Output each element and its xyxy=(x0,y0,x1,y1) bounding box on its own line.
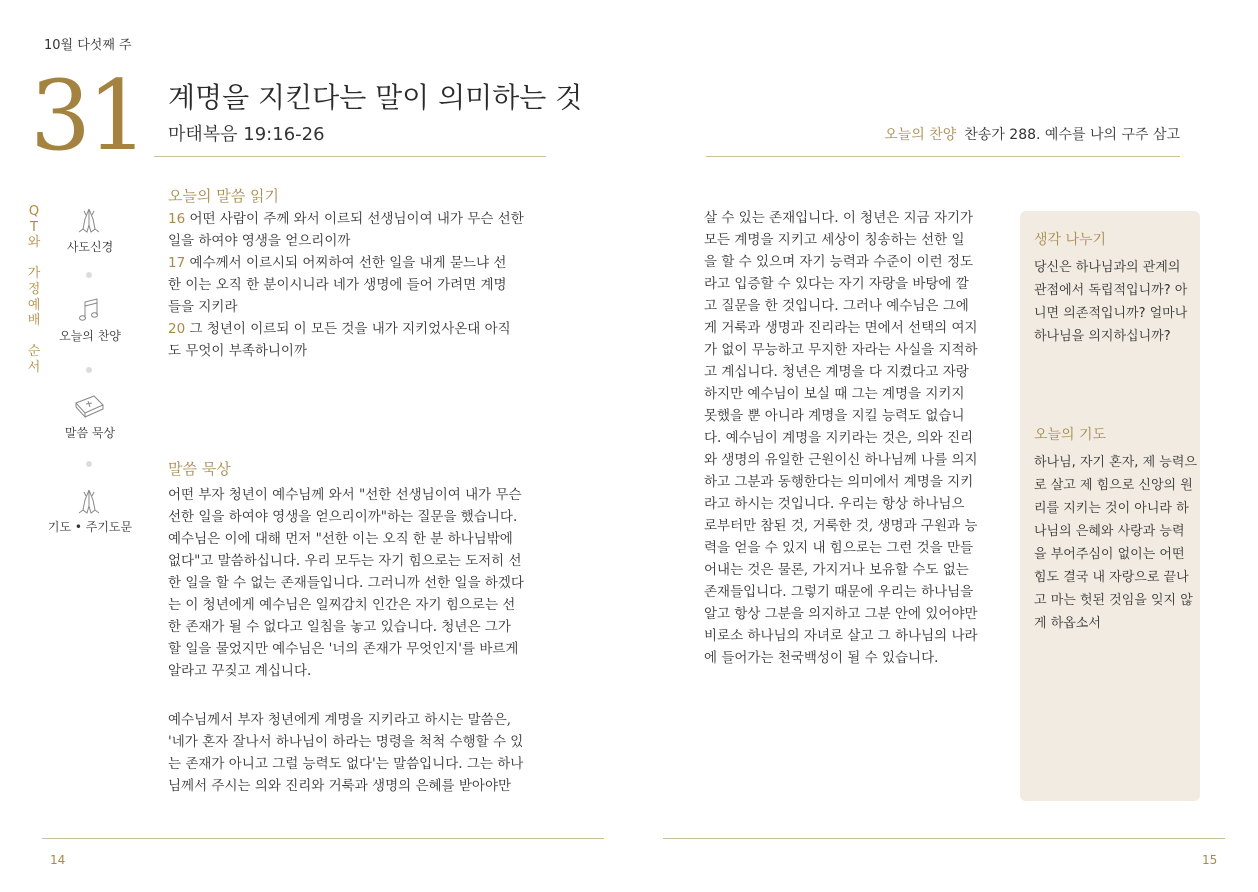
prayer-heading: 오늘의 기도 xyxy=(1034,427,1107,443)
paragraph-line: 할 일을 물었지만 예수님은 '너의 존재가 무엇인지'를 바르게 xyxy=(168,641,519,657)
paragraph-line: 라고 입증할 수 있다는 자기 자랑을 바탕에 깔 xyxy=(704,276,969,292)
verse-line xyxy=(168,340,548,362)
paragraph-line: 력을 얻을 수 있지 내 힘으로는 그런 것을 만들 xyxy=(704,540,974,556)
prayer-line: 힘도 결국 내 자랑으로 끝나 xyxy=(1034,570,1189,585)
paragraph-line: 어내는 것은 물론, 가지거나 보유할 수도 없는 xyxy=(704,562,969,578)
paragraph-line: 가 없이 무능하고 무지한 자라는 사실을 지적하 xyxy=(704,342,978,358)
sidebar-item-creed: 사도신경 xyxy=(66,240,114,254)
prayer-line: 게 하옵소서 xyxy=(1034,616,1101,631)
paragraph-line: 로부터만 참된 것, 거룩한 것, 생명과 구원과 능 xyxy=(704,518,978,534)
verse-line xyxy=(168,274,548,296)
sidebar-item-prayer: 기도 • 주기도문 xyxy=(47,520,133,534)
sidebar-dot xyxy=(86,461,92,467)
paragraph-line: 을 할 수 있으며 자기 능력과 수준이 이런 정도 xyxy=(704,254,974,270)
vertical-label-char: 서 xyxy=(27,360,41,375)
vertical-label-char: T xyxy=(30,219,38,235)
prayer-line: 고 마는 헛된 것임을 잊지 않 xyxy=(1034,593,1193,608)
verse-number: 20 xyxy=(168,321,190,337)
meditation-paragraph-1 xyxy=(168,484,548,682)
sharing-line: 당신은 하나님과의 관계의 xyxy=(1034,260,1181,275)
paragraph-line: 한 존재가 될 수 없다고 일침을 놓고 있습니다. 청년은 그가 xyxy=(168,619,511,635)
verse-number: 17 xyxy=(168,255,190,271)
verse-line xyxy=(168,230,548,252)
header-divider-right xyxy=(706,156,1180,157)
paragraph-line: 예수님은 이에 대해 먼저 "선한 이는 오직 한 분 하나님밖에 xyxy=(168,531,513,547)
vertical-label-char: 순 xyxy=(27,344,41,360)
paragraph-line: 알고 항상 그분을 의지하고 그분 안에 있어야만 xyxy=(704,606,978,622)
paragraph-line: 게 거룩과 생명과 진리라는 면에서 선택의 여지 xyxy=(704,320,978,336)
page-number-right: 15 xyxy=(1202,853,1218,867)
paragraph-line: 고 계십니다. 청년은 계명을 다 지켰다고 자랑 xyxy=(704,364,969,380)
page-title: 계명을 지킨다는 말이 의미하는 것 xyxy=(168,81,583,114)
paragraph-line: 고 질문을 한 것입니다. 그러나 예수님은 그에 xyxy=(704,298,969,314)
verse-text: 그 청년이 이르되 이 모든 것을 내가 지키었사온대 아직 xyxy=(189,321,511,337)
paragraph-line: 비로소 하나님의 자녀로 살고 그 하나님의 나라 xyxy=(704,628,978,644)
verse-text: 예수께서 이르시되 어찌하여 선한 일을 내게 묻느냐 선 xyxy=(189,255,507,271)
week-label: 10월 다섯째 주 xyxy=(44,38,132,53)
vertical-label-char: 배 xyxy=(27,313,41,329)
sidebar-dot xyxy=(86,367,92,373)
paragraph-line: 알라고 꾸짖고 계십니다. xyxy=(168,663,312,679)
praying-hands-icon xyxy=(72,486,106,516)
hymn-info xyxy=(884,124,1180,144)
reading-heading: 오늘의 말씀 읽기 xyxy=(168,187,279,205)
paragraph-line: 모든 계명을 지키고 세상이 칭송하는 선한 일 xyxy=(704,232,965,248)
vertical-label-char: Q xyxy=(28,204,40,219)
scripture-reference: 마태복음 19:16-26 xyxy=(168,124,325,145)
paragraph-line: 는 이 청년에게 예수님은 일찌감치 인간은 자기 힘으로는 선 xyxy=(168,597,516,613)
reading-verses xyxy=(168,208,548,362)
sidebar-dot xyxy=(86,272,92,278)
meditation-heading: 말씀 묵상 xyxy=(168,460,231,478)
paragraph-line: 한 일을 할 수 없는 존재들입니다. 그러니까 선한 일을 하겠다 xyxy=(168,575,524,591)
sidebar-item-meditation: 말씀 묵상 xyxy=(64,426,116,440)
vertical-label-char: 와 xyxy=(27,235,41,251)
footer-divider-right xyxy=(663,838,1225,839)
verse-line xyxy=(168,296,548,318)
page-number-left: 14 xyxy=(50,853,66,867)
paragraph-line: 다. 예수님이 계명을 지키라는 것은, 의와 진리 xyxy=(704,430,974,446)
prayer-line: 을 부어주심이 없이는 어떤 xyxy=(1034,547,1185,562)
footer-divider-left xyxy=(42,838,604,839)
prayer-line: 리를 지키는 것이 아니라 하 xyxy=(1034,501,1189,516)
sharing-line: 관점에서 독립적입니까? 아 xyxy=(1034,283,1188,298)
sharing-line: 하나님을 의지하십니까? xyxy=(1034,329,1171,344)
paragraph-line: 못했을 뿐 아니라 계명을 지킬 능력도 없습니 xyxy=(704,408,965,424)
hymn-label: 오늘의 찬양 xyxy=(884,127,957,143)
hymn-value: 찬송가 288. 예수를 나의 구주 삼고 xyxy=(964,127,1180,143)
meditation-paragraph-3 xyxy=(704,207,1000,669)
verse-text: 도 무엇이 부족하니이까 xyxy=(168,343,307,359)
paragraph-line: 에 들어가는 천국백성이 될 수 있습니다. xyxy=(704,650,939,666)
paragraph-line: 어떤 부자 청년이 예수님께 와서 "선한 선생님이여 내가 무슨 xyxy=(168,487,522,503)
paragraph-line: 존재들입니다. 그렇기 때문에 우리는 하나님을 xyxy=(704,584,974,600)
verse-text: 들을 지키라 xyxy=(168,299,238,315)
prayer-line: 로 살고 제 힘으로 신앙의 원 xyxy=(1034,478,1193,493)
sharing-heading: 생각 나누기 xyxy=(1034,232,1107,248)
paragraph-line: 하지만 예수님이 보실 때 그는 계명을 지키지 xyxy=(704,386,965,402)
praying-hands-icon xyxy=(72,205,106,235)
paragraph-line: 살 수 있는 존재입니다. 이 청년은 지금 자기가 xyxy=(704,210,974,226)
music-note-icon xyxy=(72,296,106,326)
paragraph-line: 선한 일을 하여야 영생을 얻으리이까"하는 질문을 했습니다. xyxy=(168,509,518,525)
verse-number: 16 xyxy=(168,211,190,227)
verse-text: 일을 하여야 영생을 얻으리이까 xyxy=(168,233,351,249)
prayer-text xyxy=(1034,451,1197,635)
vertical-label-char: 예 xyxy=(27,297,41,313)
verse-line xyxy=(168,208,548,230)
sidebar-item-hymn: 오늘의 찬양 xyxy=(59,329,121,343)
sharing-text xyxy=(1034,256,1187,348)
vertical-label-char: 정 xyxy=(27,282,41,297)
paragraph-line: 라고 하시는 것입니다. 우리는 항상 하나님으 xyxy=(704,496,965,512)
paragraph-line: 없다"고 말씀하십니다. 우리 모두는 자기 힘으로는 도저히 선 xyxy=(168,553,522,569)
sharing-line: 니면 의존적입니까? 얼마나 xyxy=(1034,306,1188,321)
verse-line xyxy=(168,318,548,340)
verse-text: 한 이는 오직 한 분이시니라 네가 생명에 들어 가려면 계명 xyxy=(168,277,507,293)
vertical-label-char: 가 xyxy=(27,266,41,282)
meditation-paragraph-2 xyxy=(168,709,548,797)
header-divider-left xyxy=(154,156,546,157)
verse-text: 어떤 사람이 주께 와서 이르되 선생님이여 내가 무슨 선한 xyxy=(189,211,524,227)
prayer-line: 하나님, 자기 혼자, 제 능력으 xyxy=(1034,455,1197,470)
paragraph-line: 는 존재가 아니고 그럴 능력도 없다'는 말씀입니다. 그는 하나 xyxy=(168,756,524,772)
day-number: 31 xyxy=(30,60,145,172)
paragraph-line: 와 생명의 유일한 근원이신 하나님께 나를 의지 xyxy=(704,452,978,468)
paragraph-line: 예수님께서 부자 청년에게 계명을 지키라고 하시는 말씀은, xyxy=(168,712,512,728)
verse-line xyxy=(168,252,548,274)
paragraph-line: 하고 그분과 동행한다는 의미에서 계명을 지키 xyxy=(704,474,974,490)
prayer-line: 나님의 은혜와 사랑과 능력 xyxy=(1034,524,1185,539)
paragraph-line: '네가 혼자 잘나서 하나님이 하라는 명령을 척척 수행할 수 있 xyxy=(168,734,524,750)
bible-icon xyxy=(72,391,106,421)
paragraph-line: 님께서 주시는 의와 진리와 거룩과 생명의 은혜를 받아야만 xyxy=(168,778,512,794)
